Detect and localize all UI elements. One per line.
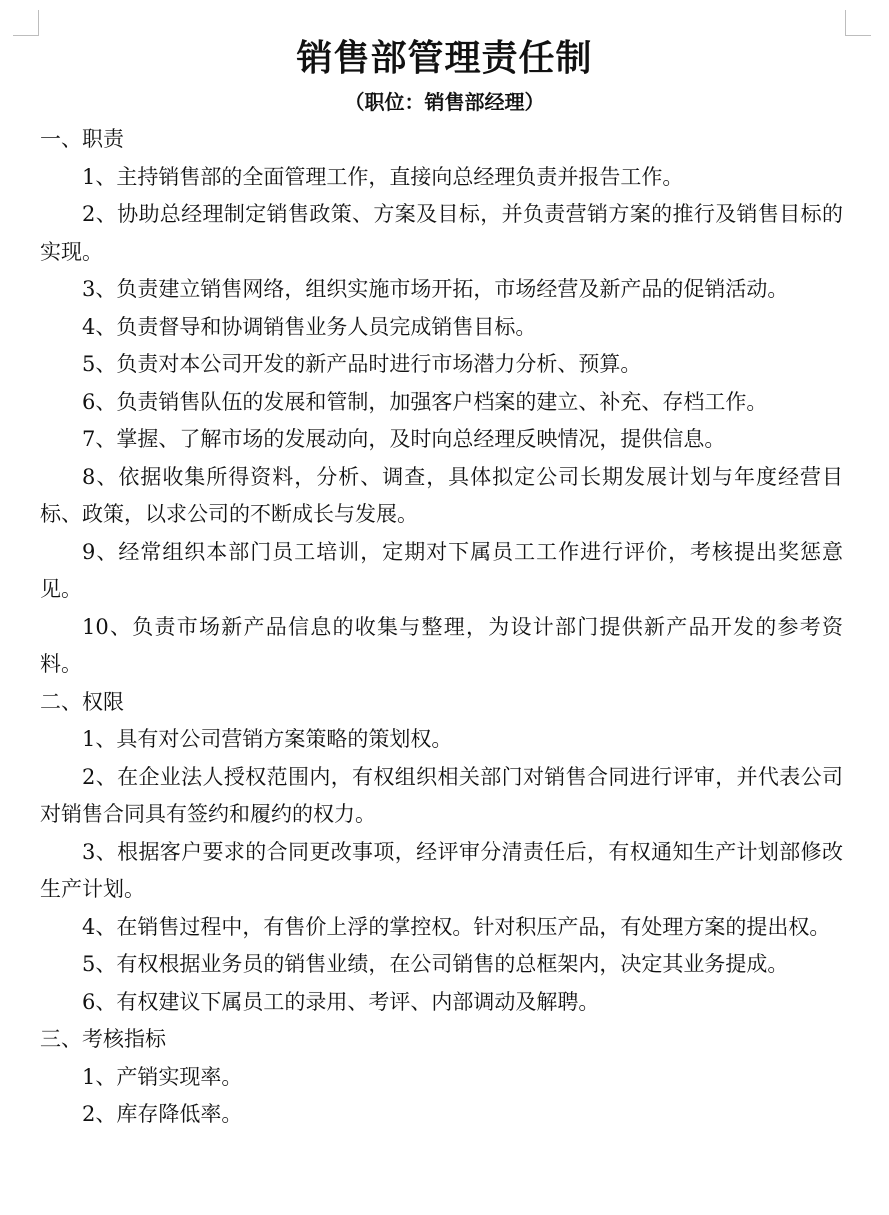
section-heading: 一、职责: [40, 127, 124, 151]
paragraph: 2、库存降低率。: [82, 1102, 243, 1126]
paragraph: 1、具有对公司营销方案策略的策划权。: [82, 727, 453, 751]
paragraph: 3、根据客户要求的合同更改事项，经评审分清责任后，有权通知生产计划部修改生产计划。: [40, 839, 843, 901]
paragraph: 5、有权根据业务员的销售业绩，在公司销售的总框架内，决定其业务提成。: [82, 952, 789, 976]
section-heading: 二、权限: [40, 689, 124, 714]
document-title: 销售部管理责任制: [296, 37, 593, 79]
section-duties: [40, 121, 843, 684]
paragraph: 9、经常组织本部门员工培训，定期对下属员工工作进行评价，考核提出奖惩意见。: [40, 539, 843, 601]
paragraph: 7、掌握、了解市场的发展动向，及时向总经理反映情况，提供信息。: [82, 427, 726, 451]
section-authority: [40, 684, 843, 1022]
paragraph: 10、负责市场新产品信息的收集与整理，为设计部门提供新产品开发的参考资料。: [40, 614, 843, 676]
paragraph: 8、依据收集所得资料，分析、调查，具体拟定公司长期发展计划与年度经营目标、政策，以求公司的不断成长与发展。: [40, 464, 843, 526]
section-assessment-indicators: [40, 1021, 843, 1134]
paragraph: 2、协助总经理制定销售政策、方案及目标，并负责营销方案的推行及销售目标的实现。: [40, 202, 843, 264]
paragraph: 4、在销售过程中，有售价上浮的掌控权。针对积压产品，有处理方案的提出权。: [82, 914, 831, 939]
paragraph: 2、在企业法人授权范围内，有权组织相关部门对销售合同进行评审，并代表公司对销售合同具有签约和履约的权力。: [40, 764, 843, 826]
document-subtitle: （职位：销售部经理）: [344, 90, 545, 114]
document-body: [40, 121, 843, 1134]
paragraph: 3、负责建立销售网络，组织实施市场开拓，市场经营及新产品的促销活动。: [82, 277, 789, 301]
paragraph: 1、主持销售部的全面管理工作，直接向总经理负责并报告工作。: [82, 164, 684, 189]
section-heading: 三、考核指标: [40, 1027, 166, 1051]
paragraph: 6、负责销售队伍的发展和管制，加强客户档案的建立、补充、存档工作。: [82, 389, 768, 414]
crop-mark-top-right: [845, 10, 871, 36]
paragraph: 6、有权建议下属员工的录用、考评、内部调动及解聘。: [82, 989, 600, 1014]
crop-mark-top-left: [13, 10, 39, 36]
paragraph: 5、负责对本公司开发的新产品时进行市场潜力分析、预算。: [82, 352, 642, 376]
paragraph: 4、负责督导和协调销售业务人员完成销售目标。: [82, 314, 537, 339]
paragraph: 1、产销实现率。: [82, 1064, 243, 1089]
